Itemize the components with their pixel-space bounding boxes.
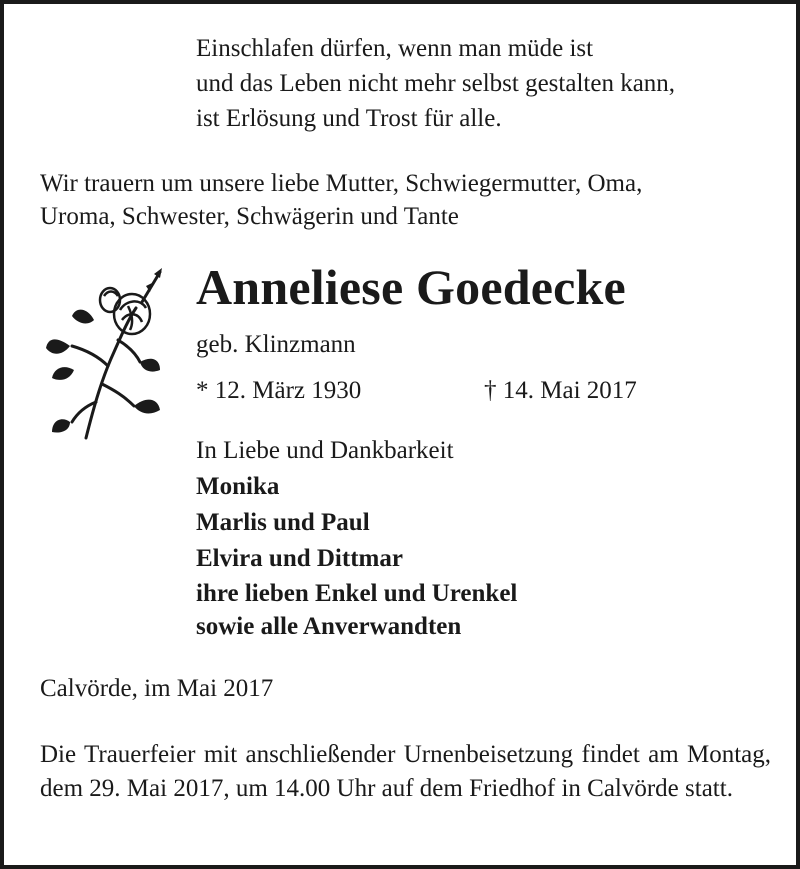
deceased-name: Anneliese Goedecke (196, 259, 626, 315)
verse-line-2: und das Leben nicht mehr selbst gestalten kann, (196, 70, 676, 97)
place-date: Calvörde, im Mai 2017 (40, 675, 274, 702)
verse-line-3: ist Erlösung und Trost für alle. (196, 105, 502, 132)
mourning-line-2: Uroma, Schwester, Schwägerin und Tante (40, 203, 459, 230)
funeral-info: Die Trauerfeier mit anschließender Urnenbeisetzung findet am Montag, dem 29. Mai 2017, um 14.00 Uhr auf dem Friedhof in Calvörde statt. (40, 741, 771, 802)
mourner-4: ihre lieben Enkel und Urenkel (196, 580, 518, 607)
death-date: † 14. Mai 2017 (484, 377, 637, 404)
mourner-2: Marlis und Paul (196, 509, 370, 536)
mourner-1: Monika (196, 473, 280, 500)
mourner-5: sowie alle Anverwandten (196, 613, 462, 640)
birth-date: * 12. März 1930 (196, 377, 362, 404)
maiden-name: geb. Klinzmann (196, 331, 356, 358)
rose-icon (42, 266, 172, 444)
verse-line-1: Einschlafen dürfen, wenn man müde ist (196, 35, 594, 62)
mourner-3: Elvira und Dittmar (196, 545, 403, 572)
signature-intro: In Liebe und Dankbarkeit (196, 437, 454, 464)
mourning-line-1: Wir trauern um unsere liebe Mutter, Schwiegermutter, Oma, (40, 170, 643, 197)
